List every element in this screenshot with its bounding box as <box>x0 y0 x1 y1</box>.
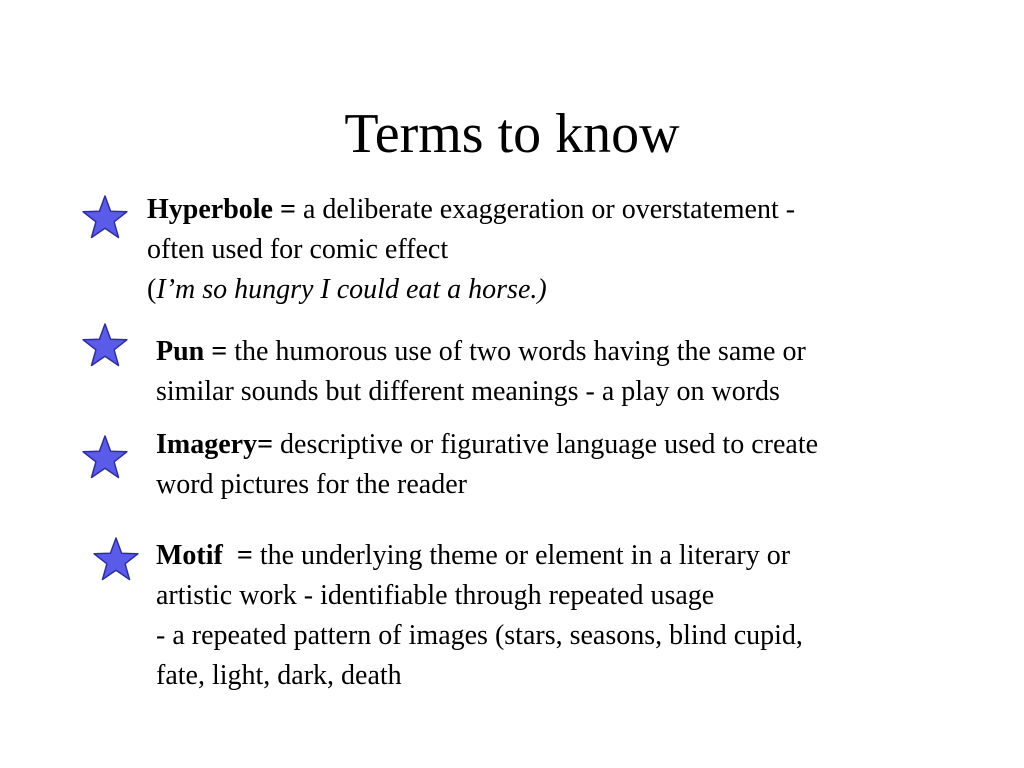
term-pun <box>156 332 806 412</box>
term-hyperbole-example-line <box>147 270 795 310</box>
slide-title: Terms to know <box>344 103 680 165</box>
term-hyperbole-def-2: often used for comic effect <box>147 234 449 265</box>
term-imagery-def-1: descriptive or figurative language used to create <box>273 429 819 460</box>
term-pun-word: Pun <box>156 336 205 367</box>
term-motif-def-3: - a repeated pattern of images (stars, seasons, blind cupid, <box>156 620 803 651</box>
star-icon <box>93 536 139 582</box>
term-hyperbole-example: I’m so hungry I could eat a horse.) <box>156 274 547 305</box>
term-hyperbole-word: Hyperbole <box>147 194 273 225</box>
term-hyperbole-line-1 <box>147 190 795 230</box>
star-icon <box>82 434 128 480</box>
term-pun-def-1: the humorous use of two words having the same or <box>227 336 806 367</box>
term-hyperbole-def-1: a deliberate exaggeration or overstatement - <box>295 194 796 225</box>
term-imagery <box>156 425 818 505</box>
term-motif-line-1 <box>156 536 803 576</box>
star-icon <box>82 194 128 240</box>
term-pun-def-2: similar sounds but different meanings - a play on words <box>156 376 780 407</box>
term-pun-equals: = <box>204 336 228 367</box>
term-motif-def-1: the underlying theme or element in a literary or <box>252 540 791 571</box>
term-motif-equals: = <box>222 540 253 571</box>
term-imagery-def-2: word pictures for the reader <box>156 469 467 500</box>
star-icon <box>82 322 128 368</box>
term-hyperbole <box>147 190 795 310</box>
term-motif-def-4: fate, light, dark, death <box>156 660 402 691</box>
term-motif-word: Motif <box>156 540 223 571</box>
term-motif-def-2: artistic work - identifiable through repeated usage <box>156 580 715 611</box>
term-imagery-line-1 <box>156 425 818 465</box>
term-pun-line-1 <box>156 332 806 372</box>
term-hyperbole-equals: = <box>273 194 296 225</box>
term-hyperbole-example-paren: ( <box>147 274 157 305</box>
term-imagery-word: Imagery= <box>156 429 274 460</box>
term-motif <box>156 536 803 696</box>
